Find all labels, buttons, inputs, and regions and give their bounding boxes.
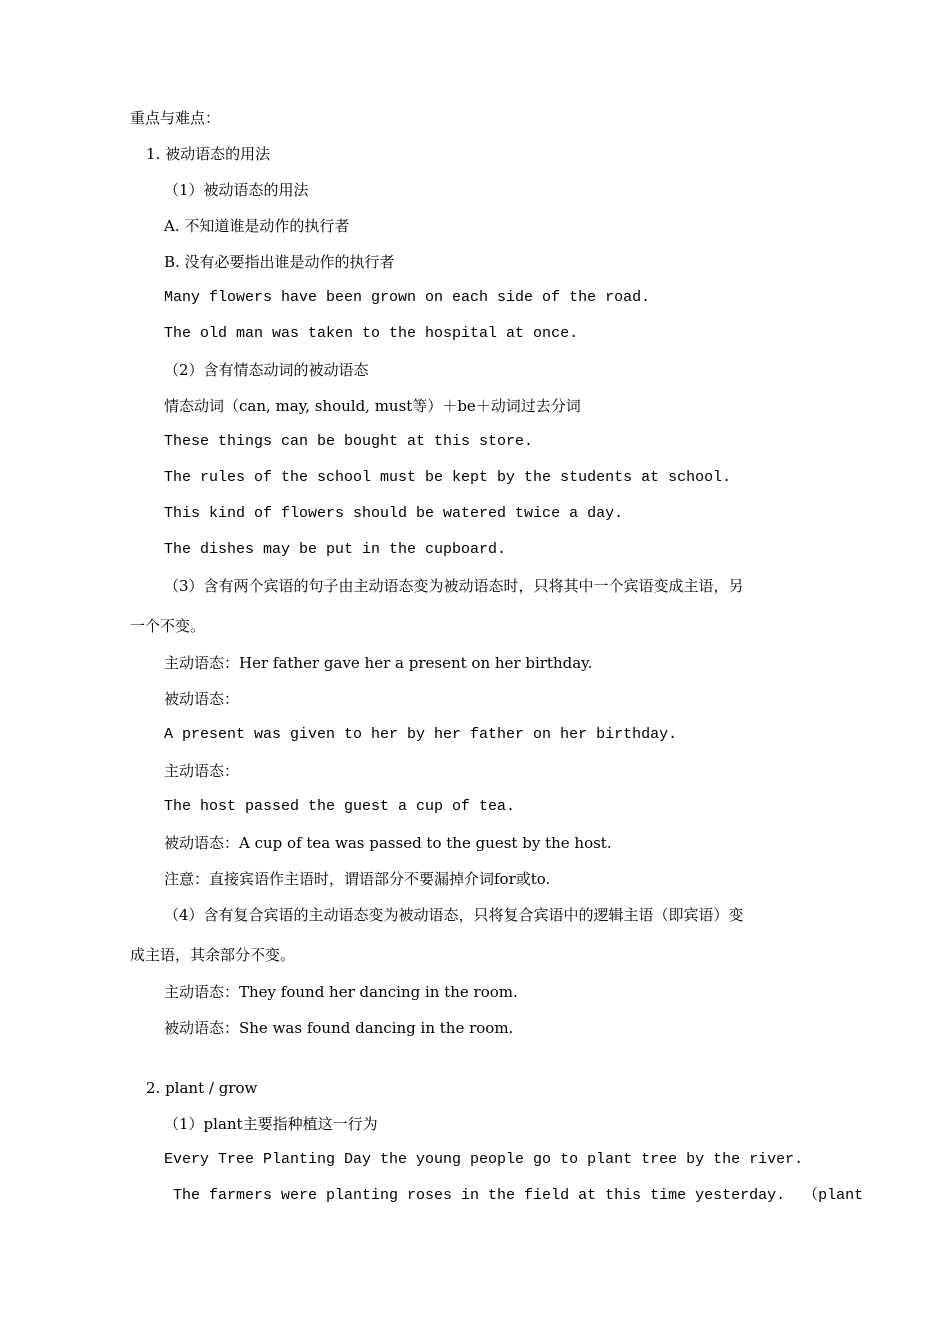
item-2-title: 2. plant / grow xyxy=(146,1079,258,1097)
example-sentence: These things can be bought at this store. xyxy=(164,433,534,450)
text-line: B. 没有必要指出谁是动作的执行者 xyxy=(164,253,395,271)
subitem-2-1: （1）plant主要指种植这一行为 xyxy=(164,1115,378,1133)
example-sentence: The dishes may be put in the cupboard. xyxy=(164,541,507,558)
section-heading: 重点与难点： xyxy=(130,109,221,127)
example-active: 主动语态：They found her dancing in the room. xyxy=(164,983,518,1001)
text-line: 成主语，其余部分不变。 xyxy=(130,946,296,964)
item-1-title: 1. 被动语态的用法 xyxy=(146,145,271,163)
example-active-label: 主动语态： xyxy=(164,762,240,780)
example-sentence: The old man was taken to the hospital at once. xyxy=(164,325,579,342)
example-sentence: A present was given to her by her father on her birthday. xyxy=(164,726,678,743)
example-sentence: The farmers were planting roses in the field at this time yesterday. （plant xyxy=(164,1187,864,1204)
example-sentence: This kind of flowers should be watered twice a day. xyxy=(164,505,624,522)
subitem-1-4: （4）含有复合宾语的主动语态变为被动语态，只将复合宾语中的逻辑主语（即宾语）变 xyxy=(164,906,744,924)
example-sentence: Many flowers have been grown on each side of the road. xyxy=(164,289,651,306)
example-sentence: The host passed the guest a cup of tea. xyxy=(164,798,516,815)
text-line: 一个不变。 xyxy=(130,617,206,635)
text-line: A. 不知道谁是动作的执行者 xyxy=(164,217,350,235)
example-passive: 被动语态：She was found dancing in the room. xyxy=(164,1019,514,1037)
example-active: 主动语态：Her father gave her a present on her birthday. xyxy=(164,654,593,672)
note-line: 注意：直接宾语作主语时，谓语部分不要漏掉介词for或to. xyxy=(164,870,551,888)
text-line: 情态动词（can, may, should, must等）＋be＋动词过去分词 xyxy=(164,397,581,415)
subitem-1-2: （2）含有情态动词的被动语态 xyxy=(164,361,369,379)
example-sentence: The rules of the school must be kept by the students at school. xyxy=(164,469,732,486)
subitem-1-3: （3）含有两个宾语的句子由主动语态变为被动语态时，只将其中一个宾语变成主语，另 xyxy=(164,577,744,595)
example-passive-label: 被动语态： xyxy=(164,690,240,708)
subitem-1-1: （1）被动语态的用法 xyxy=(164,181,309,199)
example-passive: 被动语态：A cup of tea was passed to the guest by the host. xyxy=(164,834,612,852)
example-sentence: Every Tree Planting Day the young people go to plant tree by the river. xyxy=(164,1151,804,1168)
